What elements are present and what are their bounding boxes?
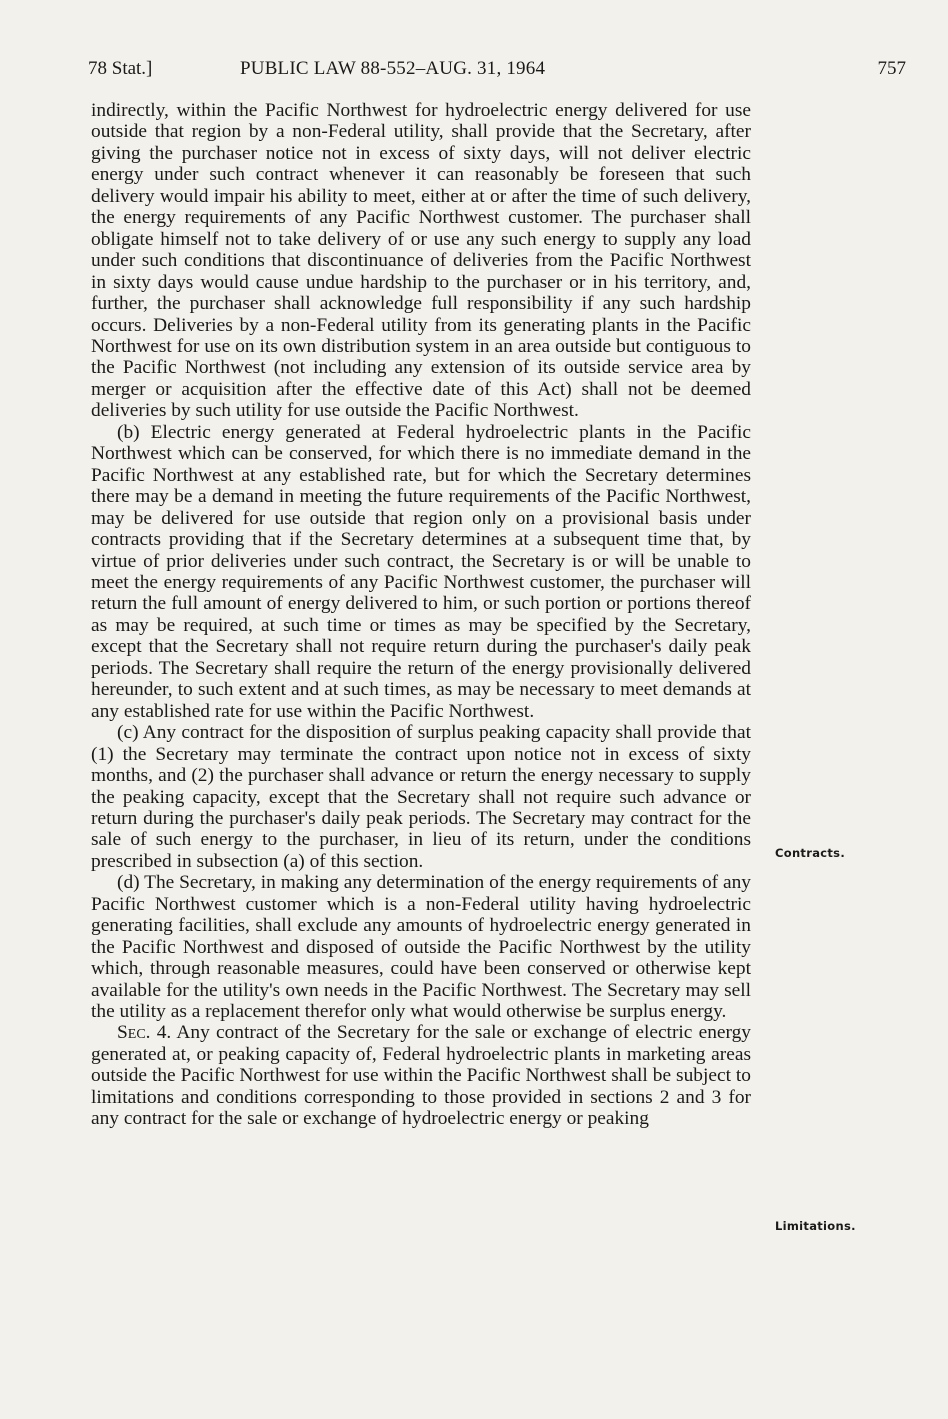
margin-note-limitations: Limitations. — [775, 1219, 856, 1233]
margin-note-contracts: Contracts. — [775, 846, 845, 860]
statute-text — [91, 100, 751, 1130]
section-4-text: 4. Any contract of the Secretary for the sale or exchange of electric energy generated at, or peaking capacity of, Federal hydroelectric plants in marketing areas outside the Pacific Northwest for use within the Pacific Northwest shall be subject to limitations and conditions corresponding to those provided in sections 2 and 3 for any contract for the sale or exchange of hydroelectric energy or peaking — [91, 1022, 751, 1130]
paragraph-section-4 — [91, 1022, 751, 1129]
paragraph-subsection-c: (c) Any contract for the disposition of surplus peaking capacity shall provide that (1) the Secretary may terminate the contract upon notice not in excess of sixty months, and (2) the purchaser shall advance or return the energy necessary to supply the peaking capacity, except that the Secretary shall not require such advance or return during the purchaser's daily peak periods. The Secretary may contract for the sale of such energy to the purchaser, in lieu of its return, under the conditions prescribed in subsection (a) of this section. — [91, 722, 751, 872]
page-header — [88, 58, 906, 86]
paragraph-subsection-b: (b) Electric energy generated at Federal hydroelectric plants in the Pacific Northwest which can be conserved, for which there is no immediate demand in the Pacific Northwest at any established rate, but for which the Secretary determines there may be a demand in meeting the future requirements of the Pacific Northwest, may be delivered for use outside that region only on a provisional basis under contracts providing that if the Secretary determines at a subsequent time that, by virtue of prior deliveries under such contract, the Secretary is or will be unable to meet the energy requirements of any Pacific Northwest customer, the purchaser will return the full amount of energy delivered to him, or such portion or portions thereof as may be required, at such time or times as may be specified by the Secretary, except that the Secretary shall not require return during the purchaser's daily peak periods. The Secretary shall require the return of the energy provisionally delivered hereunder, to such extent and at such times, as may be necessary to meet demands at any established rate for use within the Pacific Northwest. — [91, 421, 751, 722]
running-title: PUBLIC LAW 88-552–AUG. 31, 1964 — [240, 58, 546, 79]
paragraph-subsection-d: (d) The Secretary, in making any determination of the energy requirements of any Pacific Northwest customer which is a non-Federal utility having hydroelectric generating facilities, shall exclude any amounts of hydroelectric energy generated in the Pacific Northwest and disposed of outside the Pacific Northwest by the utility which, through reasonable measures, could have been conserved or otherwise kept available for the utility's own needs in the Pacific Northwest. The Secretary may sell the utility as a replacement therefor only what would otherwise be surplus energy. — [91, 872, 751, 1023]
section-label: Sec. — [117, 1022, 151, 1044]
paragraph-continuation: indirectly, within the Pacific Northwest for hydroelectric energy delivered for use outside that region by a non-Federal utility, shall provide that the Secretary, after giving the purchaser notice not in excess of sixty days, will not deliver electric energy under such contract whenever it can reasonably be foreseen that such delivery would impair his ability to meet, either at or after the time of such delivery, the energy requirements of any Pacific Northwest customer. The purchaser shall obligate himself not to take delivery of or use any such energy to supply any load under such conditions that discontinuance of deliveries from the Pacific Northwest in sixty days would cause undue hardship to the purchaser or in his territory, and, further, the purchaser shall acknowledge full responsibility if any such hardship occurs. Deliveries by a non-Federal utility from its generating plants in the Pacific Northwest for use on its own distribution system in an area outside but contiguous to the Pacific Northwest (not including any extension of its outside service area by merger or acquisition after the effective date of this Act) shall not be deemed deliveries by such utility for use outside the Pacific Northwest. — [91, 100, 751, 422]
volume-reference: 78 Stat.] — [88, 58, 153, 79]
page-number: 757 — [877, 58, 906, 79]
